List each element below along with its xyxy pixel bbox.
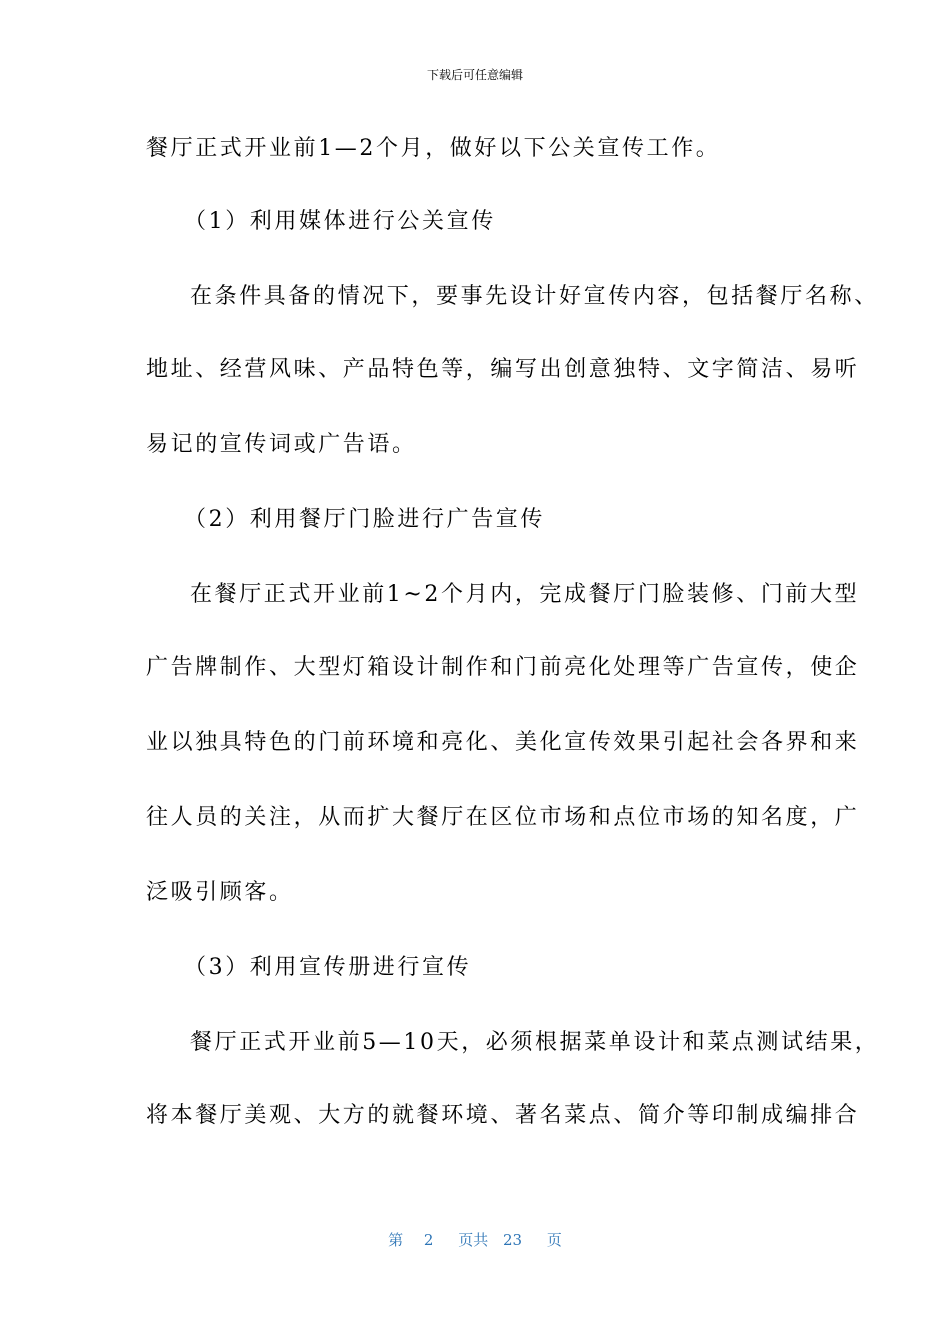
footer-middle: 页共 (458, 1231, 489, 1249)
paragraph-line: 将本餐厅美观、大方的就餐环境、著名菜点、简介等印制成编排合 (146, 1103, 860, 1128)
page-total: 23 (503, 1231, 523, 1249)
section-heading: （2）利用餐厅门脸进行广告宣传 (184, 507, 545, 532)
page-header: 下载后可任意编辑 (426, 68, 523, 82)
paragraph-line: 业以独具特色的门前环境和亮化、美化宣传效果引起社会各界和来 (146, 730, 860, 755)
paragraph-line: 在餐厅正式开业前1~2个月内，完成餐厅门脸装修、门前大型 (190, 582, 860, 607)
paragraph-line: 地址、经营风味、产品特色等，编写出创意独特、文字简洁、易听 (146, 357, 860, 382)
paragraph-line: 在条件具备的情况下，要事先设计好宣传内容，包括餐厅名称、 (190, 284, 879, 309)
section-heading: （1）利用媒体进行公关宣传 (184, 209, 496, 234)
page-number: 2 (423, 1231, 434, 1249)
paragraph-line: 餐厅正式开业前1—2个月，做好以下公关宣传工作。 (146, 136, 721, 161)
page-footer (0, 1229, 950, 1250)
paragraph-line: 易记的宣传词或广告语。 (146, 432, 417, 457)
paragraph-line: 餐厅正式开业前5—10天，必须根据菜单设计和菜点测试结果， (190, 1030, 880, 1055)
paragraph-line: 往人员的关注，从而扩大餐厅在区位市场和点位市场的知名度，广 (146, 805, 860, 830)
paragraph-line: 广告牌制作、大型灯箱设计制作和门前亮化处理等广告宣传，使企 (146, 655, 860, 680)
section-heading: （3）利用宣传册进行宣传 (184, 955, 472, 980)
footer-prefix: 第 (388, 1231, 404, 1249)
paragraph-line: 泛吸引顾客。 (146, 880, 294, 905)
footer-suffix: 页 (546, 1231, 562, 1249)
